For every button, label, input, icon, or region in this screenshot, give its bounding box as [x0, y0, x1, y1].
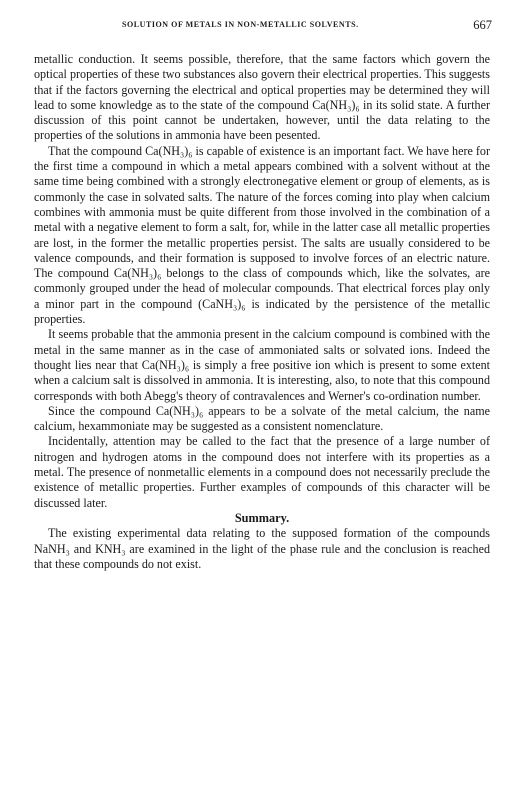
page-header — [34, 20, 490, 38]
paragraph: That the compound Ca(NH₃)₆ is capable of existence is an important fact. We have here for the first time a compound in which a metal appears combined with a solvent without at the same time being combined with a strongly electronegative element or group of elements, as is commonly the case in solvated salts. The nature of the forces coming into play when calcium combines with ammonia must be quite different from those involved in the combination of a metal with a negative element to form a salt, for, while in the latter case all metallic properties are lost, in the former the metallic properties persist. The salts are usually considered to be valence compounds, and their formation is supposed to involve forces of an electric nature. The compound Ca(NH₃)₆ belongs to the class of compounds which, like the solvates, are commonly grouped under the head of molecular compounds. That electrical forces play only a minor part in the compound (CaNH₃)₆ is indicated by the persistence of the metallic properties. — [34, 143, 490, 327]
paragraph: Since the compound Ca(NH₃)₆ appears to be a solvate of the metal calcium, the name calcium, hexammoniate may be suggested as a consistent nomenclature. — [34, 403, 490, 434]
summary-paragraph: The existing experimental data relating to the supposed formation of the compounds NaNH₃ and KNH₃ are examined in the light of the phase rule and the conclusion is reached that these compounds do not exist. — [34, 526, 490, 571]
page-number: 667 — [473, 18, 492, 32]
paragraph: Incidentally, attention may be called to the fact that the presence of a large number of nitrogen and hydrogen atoms in the compound does not interfere with its properties as a metal. The presence of nonmetallic elements in a compound does not necessarily preclude the existence of metallic properties. Further examples of compounds of this character will be discussed later. — [34, 434, 490, 510]
paragraph: metallic conduction. It seems possible, therefore, that the same factors which govern the optical properties of these two substances also govern their electrical properties. This suggests that if the factors governing the electrical and optical properties may be determined they will lead to some knowledge as to the state of the compound Ca(NH₃)₆ in its solid state. A further discussion of this point cannot be undertaken, however, until the data relating to the properties of the solutions in ammonia have been pesented. — [34, 52, 490, 143]
body-text — [34, 52, 490, 511]
document-page — [34, 20, 490, 572]
paragraph: It seems probable that the ammonia present in the calcium compound is combined with the metal in the same manner as in the case of ammoniated salts or solvated ions. Indeed the thought lies near that Ca(NH₃)₆ is simply a free positive ion which is present to some extent when a calcium salt is dissolved in ammonia. It is interesting, also, to note that this compound corresponds with both Abegg's theory of contravalences and Werner's co-ordination number. — [34, 327, 490, 403]
summary-heading: Summary. — [234, 510, 290, 525]
running-title: SOLUTION OF METALS IN NON-METALLIC SOLVENTS. — [122, 20, 359, 29]
